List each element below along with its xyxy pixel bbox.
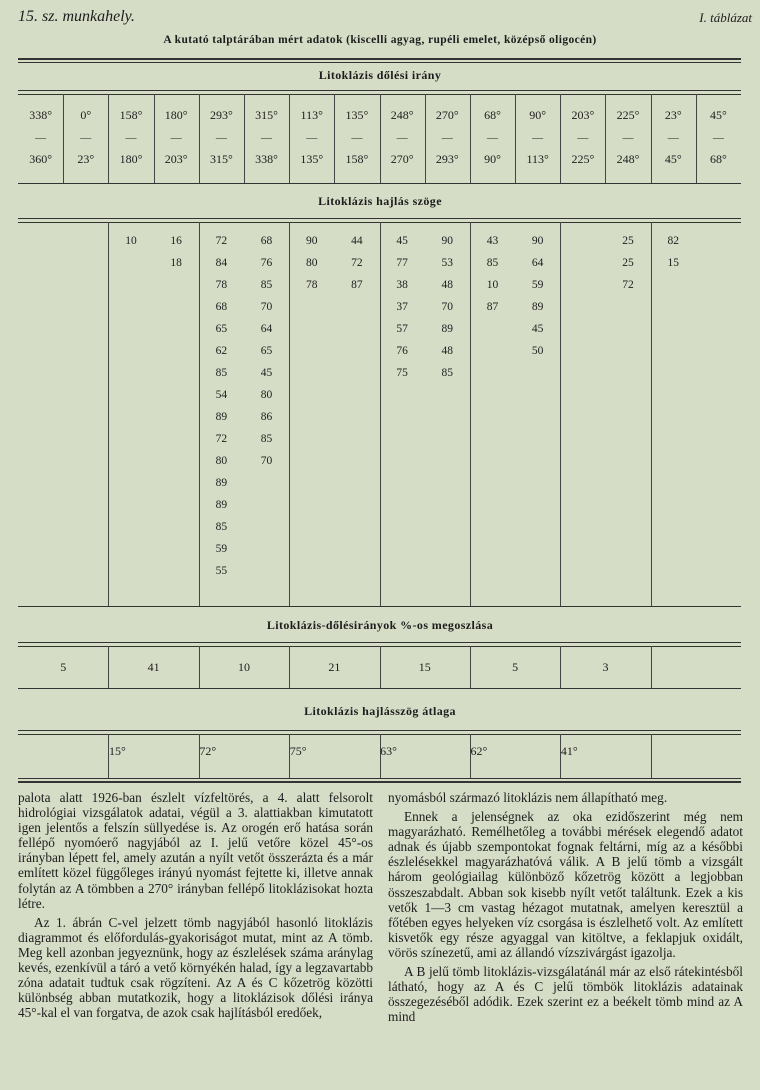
dip-value: 70: [260, 301, 273, 313]
dip-value: 65: [215, 323, 228, 335]
percent-value: 41: [147, 660, 160, 674]
dip-value: 89: [215, 411, 228, 423]
dip-value: 25: [622, 257, 634, 269]
column-divider: [560, 222, 561, 606]
dip-value: 82: [667, 235, 679, 247]
right-paragraph-1: nyomásból származó litoklázis nem állapítható meg.: [388, 790, 668, 805]
direction-from: 158°: [119, 108, 143, 122]
dip-value: 68: [260, 235, 273, 247]
percent-value: 21: [328, 660, 341, 674]
average-value: 75°: [289, 744, 307, 758]
direction-from: 270°: [435, 108, 459, 122]
dip-value: 78: [215, 279, 228, 291]
column-divider-minor: [651, 734, 652, 778]
direction-to: 45°: [664, 152, 682, 166]
right-paragraph-2: Ennek a jelenségnek az oka ezidőszerint még nem magyarázható. Remélhetőleg a további mérések elegendő adatot adnak és újabb szempontokat fognak feltárni, míg az a későbbi észlelésekkel magyarázhatóvá válik. A B jelű tömb a vizsgált három geológiailag különböző kőzetrög között a legjobban összeszabdalt. Abban sok kisebb nyílt vetőt találtunk. Ezek a kis vetők 1—3 cm vastag hézagot mutatnak, amelyen keresztül a főtében egyes helyeken víz csorgása is észlelhető volt. Az említett kisvetők egy része agyaggal van kitöltve, a feklapjuk oxidált, vörös színezetű, ami az állandó vízszivárgást igazolja.: [388, 809, 743, 960]
table-rule: [18, 90, 741, 91]
dip-value: 90: [441, 235, 454, 247]
dip-value: 86: [260, 411, 273, 423]
dip-value: 18: [170, 257, 182, 269]
dip-value: 62: [215, 345, 228, 357]
dip-value: 59: [531, 279, 544, 291]
dip-value: 44: [351, 235, 363, 247]
dip-value: 80: [260, 389, 273, 401]
dip-value: 37: [396, 301, 408, 313]
table-number: I. táblázat: [699, 10, 752, 25]
dip-value: 78: [305, 279, 318, 291]
table-rule: [18, 58, 741, 60]
dip-value: 80: [305, 257, 318, 269]
dip-value: 85: [441, 367, 454, 379]
percent-section-title: Litoklázis-dőlésirányok %-os megoszlása: [266, 618, 494, 632]
dip-value: 76: [396, 345, 408, 357]
direction-to: 23°: [77, 152, 95, 166]
dip-value: 25: [622, 235, 634, 247]
dip-value: 45: [396, 235, 408, 247]
direction-to: 248°: [616, 152, 640, 166]
direction-dash: —: [35, 132, 47, 144]
dip-value: 54: [215, 389, 228, 401]
dip-value: 48: [441, 279, 454, 291]
direction-dash: —: [712, 132, 724, 144]
direction-dash: —: [351, 132, 363, 144]
dip-value: 64: [531, 257, 544, 269]
dip-value: 38: [396, 279, 408, 291]
dip-value: 72: [351, 257, 363, 269]
table-rule: [18, 606, 741, 607]
dip-value: 89: [215, 477, 228, 489]
table-rule: [18, 730, 741, 731]
direction-from: 135°: [345, 108, 369, 122]
direction-section-title: Litoklázis dőlési irány: [318, 68, 442, 82]
average-value: 15°: [108, 744, 126, 758]
direction-from: 180°: [164, 108, 188, 122]
column-divider: [108, 222, 109, 606]
table-rule: [18, 778, 741, 779]
direction-to: 180°: [119, 152, 143, 166]
direction-to: 315°: [209, 152, 233, 166]
dip-section-title: Litoklázis hajlás szöge: [318, 194, 442, 208]
dip-value: 10: [486, 279, 499, 291]
direction-dash: —: [261, 132, 273, 144]
dip-value: 72: [622, 279, 634, 291]
percent-value: 10: [237, 660, 250, 674]
direction-from: 315°: [255, 108, 278, 122]
dip-value: 89: [531, 301, 544, 313]
average-value: 72°: [199, 744, 217, 758]
direction-from: 23°: [664, 108, 682, 122]
work-site-label: 15. sz. munkahely.: [18, 8, 135, 25]
dip-value: 45: [531, 323, 544, 335]
left-paragraph-2: Az 1. ábrán C-vel jelzett tömb nagyjából hasonló litoklázis diagrammot és előfordulás-gyakoriságot mutat, mint az A tömb. Meg kell azonban jegyeznünk, hogy az észlelések száma aránylag kevés, ezenkívül a táró a vető környékén halad, így a legzavartabb zóna adatait tudtuk csak rögzíteni. Az A és C kőzetrög közötti különbség abban mutatkozik, hogy a litoklázisok dőlési iránya 45°-kal el van forgatva, de azok csak hajlításból eredőek,: [18, 914, 373, 1021]
direction-to: 338°: [255, 152, 278, 166]
direction-dash: —: [306, 132, 318, 144]
direction-to: 293°: [435, 152, 459, 166]
direction-to: 360°: [29, 152, 52, 166]
direction-dash: —: [396, 132, 408, 144]
direction-to: 68°: [710, 152, 727, 166]
dip-value: 53: [441, 257, 454, 269]
table-rule: [18, 688, 741, 689]
table-rule: [18, 781, 741, 783]
dip-value: 72: [215, 235, 228, 247]
dip-value: 43: [486, 235, 499, 247]
dip-value: 80: [215, 455, 228, 467]
dip-value: 89: [441, 323, 454, 335]
direction-dash: —: [486, 132, 498, 144]
dip-value: 77: [396, 257, 408, 269]
direction-dash: —: [125, 132, 137, 144]
percent-value: 3: [602, 660, 609, 674]
dip-value: 10: [125, 235, 137, 247]
direction-from: 293°: [209, 108, 233, 122]
dip-value: 16: [170, 235, 182, 247]
column-divider: [651, 646, 652, 688]
dip-value: 59: [215, 543, 228, 555]
direction-dash: —: [80, 132, 92, 144]
direction-to: 113°: [526, 152, 549, 166]
dip-value: 85: [486, 257, 499, 269]
right-column: [388, 790, 743, 1028]
dip-value: 15: [667, 257, 679, 269]
dip-value: 85: [260, 433, 273, 445]
dip-value: 75: [396, 367, 408, 379]
dip-value: 64: [260, 323, 273, 335]
dip-value: 90: [531, 235, 544, 247]
direction-to: 135°: [300, 152, 324, 166]
direction-dash: —: [622, 132, 634, 144]
dip-value: 85: [260, 279, 273, 291]
dip-value: 90: [305, 235, 318, 247]
direction-from: 68°: [484, 108, 501, 122]
dip-value: 70: [441, 301, 454, 313]
direction-from: 113°: [300, 108, 323, 122]
dip-value: 57: [396, 323, 408, 335]
average-value: 41°: [560, 744, 578, 758]
direction-from: 45°: [710, 108, 727, 122]
direction-dash: —: [441, 132, 453, 144]
direction-dash: —: [577, 132, 589, 144]
dip-value: 87: [486, 301, 499, 313]
dip-value: 85: [215, 521, 228, 533]
direction-dash: —: [532, 132, 544, 144]
direction-from: 203°: [571, 108, 595, 122]
table-rule: [18, 642, 741, 643]
table-rule: [18, 62, 741, 63]
average-value: 63°: [380, 744, 397, 758]
left-column: [18, 790, 373, 1024]
dip-value: 55: [215, 565, 228, 577]
direction-to: 225°: [571, 152, 595, 166]
dip-value: 68: [215, 301, 228, 313]
direction-to: 158°: [345, 152, 369, 166]
direction-dash: —: [170, 132, 182, 144]
table-rule: [18, 218, 741, 219]
direction-from: 0°: [80, 108, 92, 122]
dip-value: 50: [531, 345, 544, 357]
dip-value: 76: [260, 257, 273, 269]
average-value: 62°: [470, 744, 488, 758]
direction-to: 270°: [390, 152, 414, 166]
dip-value: 48: [441, 345, 454, 357]
page-header: [18, 8, 752, 28]
dip-value: 45: [260, 367, 273, 379]
direction-from: 248°: [390, 108, 414, 122]
average-section-title: Litoklázis hajlásszög átlaga: [304, 704, 456, 718]
direction-from: 225°: [616, 108, 640, 122]
dip-value: 89: [215, 499, 228, 511]
dip-value: 85: [215, 367, 228, 379]
dip-value: 70: [260, 455, 273, 467]
percent-value: 5: [60, 660, 67, 674]
direction-from: 90°: [529, 108, 547, 122]
direction-from: 338°: [29, 108, 52, 122]
right-paragraph-3: A B jelű tömb litoklázis-vizsgálatánál már az első rátekintésből látható, hogy az A és C jelű tömbök litoklázis adatainak összegezéséből adódik. Ezek szerint ez a beékelt tömb mind az A mind: [388, 964, 743, 1025]
dip-value: 87: [351, 279, 363, 291]
dip-value: 72: [215, 433, 228, 445]
dip-value: 84: [215, 257, 228, 269]
table-rule: [18, 183, 741, 184]
direction-dash: —: [215, 132, 227, 144]
percent-value: 15: [418, 660, 431, 674]
percent-value: 5: [512, 660, 519, 674]
column-divider: [651, 222, 652, 606]
dip-value: 65: [260, 345, 273, 357]
direction-to: 203°: [164, 152, 188, 166]
left-paragraph-1: palota alatt 1926-ban észlelt vízfeltörés, a 4. alatt felsorolt hidrológiai vizsgálatok adatai, végül a 3. alattiakban kimutatott igen jelentős a felszín süllyedése is. Az orogén erő hatása során fellépő nyomóerő nagyjából az I. jelű vetőre közel 45°-os irányban lépett fel, amely azután a nyílt vetőt összerázta és a már említett közel függőleges irányú nyomást fejtette ki, illetve annak folytán az A tömbben a 270° irányban fellépő litoklázisokat hozta létre.: [18, 790, 373, 911]
table-subtitle: A kutató talptárában mért adatok (kiscelli agyag, rupéli emelet, középső oligocén): [163, 34, 597, 46]
direction-to: 90°: [484, 152, 501, 166]
direction-dash: —: [667, 132, 679, 144]
